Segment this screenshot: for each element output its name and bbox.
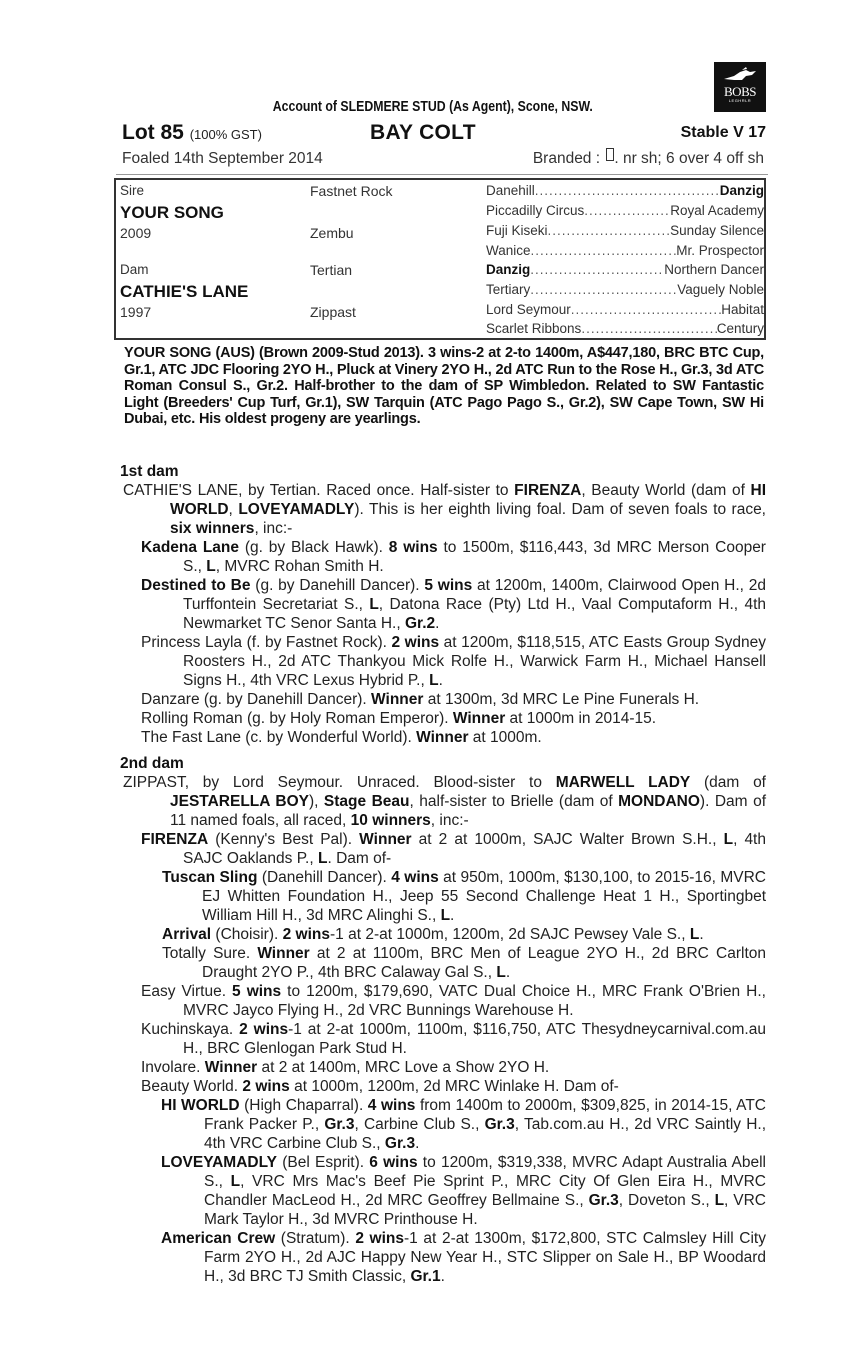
lot-line — [122, 121, 766, 147]
sire-year: 2009 — [120, 225, 152, 241]
text-run: . — [450, 907, 455, 924]
dam-summary — [120, 481, 766, 538]
text-run: . — [438, 672, 443, 689]
second-dam-section — [120, 754, 766, 1286]
emphasis-text: Winner — [359, 831, 412, 848]
ancestor-sire: Danzig — [486, 262, 531, 277]
emphasis-text: L — [429, 672, 439, 689]
text-run: Danzare — [141, 691, 200, 708]
emphasis-text: Gr.1 — [410, 1268, 441, 1285]
dam-label: Dam — [120, 262, 149, 277]
text-run: (g. by Black Hawk). — [239, 539, 389, 556]
ancestor-row — [486, 183, 764, 198]
emphasis-text: LOVEYAMADLY — [161, 1154, 277, 1171]
text-run: (Danehill Dancer). — [257, 869, 392, 886]
emphasis-text: FIRENZA — [514, 482, 582, 499]
branded-label: Branded : — [532, 150, 601, 167]
progeny-entry — [120, 690, 766, 709]
text-run: (f. by Fastnet Rock). — [242, 634, 392, 651]
emphasis-text: 5 wins — [232, 983, 282, 1000]
emphasis-text: MONDANO — [618, 793, 700, 810]
progeny-entry — [120, 538, 766, 576]
emphasis-text: 2 wins — [391, 634, 440, 651]
text-run: , Tab.com.au H., 2d VRC Saintly H., 4th VRC Carbine Club S., — [204, 1116, 766, 1152]
text-run: The Fast Lane — [141, 729, 241, 746]
text-run: to 1200m, $179,690, VATC Dual Choice H., MRC Frank O'Brien H., MVRC Jayco Flying H., 2d VRC Bunnings Warehouse H. — [183, 983, 766, 1019]
emphasis-text: Gr.3 — [384, 1135, 416, 1152]
emphasis-text: 2 wins — [282, 926, 330, 943]
sire-notes: YOUR SONG (AUS) (Brown 2009-Stud 2013). 3 wins-2 at 2-to 1400m, A$447,180, BRC BTC Cup, Gr.1, ATC JDC Flooring 2YO H., Pluck at Vinery 2YO H., 2d ATC Run to the Rose H., Gr.3, 3d ATC Roman Consul S., Gr.2. Half-brother to the dam of SP Wimbledon. Related to SW Fantastic Light (Breeders' Cup Turf, Gr.1), SW Tarquin (ATC Pago Pago S., Gr.2), SW Cape Town, SW Hi Dubai, etc. His oldest progeny are yearlings. — [124, 345, 764, 427]
progeny-entry — [120, 1058, 766, 1077]
text-run: (g. by Holy Roman Emperor). — [242, 710, 453, 727]
emphasis-text: Stage Beau — [323, 793, 410, 810]
text-run: , inc:- — [430, 812, 469, 829]
text-run: , Datona Race (Pty) Ltd H., Vaal Computaform H., 4th Newmarket TC Senor Santa H., — [183, 596, 767, 632]
emphasis-text: six winners — [170, 520, 255, 537]
text-run: at 2 at 1100m, BRC Men of League 2YO H., 2d BRC Carlton Draught 2YO P., 4th BRC Calaway Gal S., — [202, 945, 766, 981]
text-run: . — [228, 1021, 240, 1038]
ancestor-grandsire: Century — [716, 321, 764, 336]
ancestor-grandsire: Danzig — [719, 183, 764, 198]
emphasis-text: Arrival — [162, 926, 212, 943]
emphasis-text: 4 wins — [367, 1097, 416, 1114]
text-run: Beauty World — [141, 1078, 234, 1095]
emphasis-text: Gr.3 — [484, 1116, 515, 1133]
text-run: , MVRC Rohan Smith H. — [215, 558, 384, 575]
text-run: ZIPPAST, by Lord Seymour. Unraced. Blood-sister to — [123, 774, 556, 791]
ancestor-sire: Danehill — [486, 183, 535, 198]
text-run: . — [435, 615, 440, 632]
text-run: (g. by Danehill Dancer). — [199, 691, 372, 708]
ancestor-row — [486, 282, 764, 297]
ancestor-sire: Fuji Kiseki — [486, 223, 548, 238]
text-run: (dam of — [690, 774, 766, 791]
stable-location: Stable V 17 — [680, 124, 766, 141]
emphasis-text: L — [714, 1192, 725, 1209]
ancestor-sire: Lord Seymour — [486, 302, 571, 317]
ancestor-row — [486, 321, 764, 336]
progeny-entry — [120, 1020, 766, 1058]
text-run: . — [245, 945, 258, 962]
text-run: -1 at 2-at 1300m, $172,800, STC Calmsley Hill City Farm 2YO H., 2d AJC Happy New Year H., STC Slipper on Sale H., BP Woodard H., 3d BRC TJ Smith Classic, — [204, 1230, 766, 1285]
pedigree-table — [114, 178, 766, 340]
leader-dots — [531, 243, 677, 258]
first-dam-section — [120, 462, 766, 747]
text-run: Totally Sure — [162, 945, 246, 962]
text-run: at 1200m, 1400m, Clairwood Open H., 2d Turffontein Secretariat S., — [183, 577, 767, 613]
emphasis-text: L — [496, 964, 506, 981]
ancestor-grandsire: Northern Dancer — [664, 262, 764, 277]
text-run: . — [440, 1268, 445, 1285]
ancestor-row — [486, 243, 764, 258]
text-run: at 1300m, 3d MRC Le Pine Funerals H. — [423, 691, 700, 708]
progeny-entry — [120, 709, 766, 728]
ancestor-sire: Tertiary — [486, 282, 531, 297]
text-run: , 4th SAJC Oaklands P., — [183, 831, 766, 867]
text-run: , Doveton S., — [618, 1192, 715, 1209]
progeny-entry — [120, 633, 766, 690]
emphasis-text: 2 wins — [239, 1021, 289, 1038]
bobs-logo — [714, 62, 766, 112]
sire-label: Sire — [120, 183, 145, 198]
dam-name: CATHIE'S LANE — [120, 282, 249, 301]
text-run: -1 at 2-at 1000m, 1100m, $116,750, ATC Thesydneycarnival.com.au H., BRC Glenlogan Park Stud H. — [183, 1021, 766, 1057]
grand-progeny-entry — [120, 868, 766, 925]
text-run: , VRC Mark Taylor H., 3d MVRC Printhouse H. — [204, 1192, 766, 1228]
text-run: to 1500m, $116,443, 3d MRC Merson Cooper S., — [183, 539, 766, 575]
emphasis-text: HI WORLD — [161, 1097, 240, 1114]
emphasis-text: L — [440, 907, 451, 924]
sire-sire: Fastnet Rock — [310, 183, 393, 199]
emphasis-text: Gr.2 — [404, 615, 436, 632]
ancestor-sire: Wanice — [486, 243, 531, 258]
emphasis-text: 2 wins — [242, 1078, 290, 1095]
emphasis-text: JESTARELLA BOY — [170, 793, 309, 810]
sire-dam: Zembu — [310, 225, 354, 241]
text-run: at 1000m in 2014-15. — [505, 710, 657, 727]
brand-marks — [533, 150, 764, 168]
emphasis-text: American Crew — [161, 1230, 276, 1247]
text-run: at 2 at 1000m, SAJC Walter Brown S.H., — [411, 831, 724, 848]
emphasis-text: L — [369, 596, 379, 613]
emphasis-text: Winner — [204, 1059, 258, 1076]
grand-progeny-entry — [120, 1153, 766, 1229]
text-run: ), — [308, 793, 324, 810]
text-run: to 1200m, $319,338, MVRC Adapt Australia Abell S., — [204, 1154, 767, 1190]
leader-dots — [535, 183, 720, 198]
emphasis-text: Kadena Lane — [141, 539, 239, 556]
emphasis-text: 4 wins — [391, 869, 439, 886]
text-run: (Bel Esprit). — [277, 1154, 370, 1171]
dam-dam: Zippast — [310, 304, 356, 320]
text-run: -1 at 2-at 1000m, 1200m, 2d SAJC Pewsey Vale S., — [330, 926, 690, 943]
emphasis-text: Gr.3 — [588, 1192, 619, 1209]
text-run: Involare — [141, 1059, 197, 1076]
emphasis-text: Winner — [452, 710, 506, 727]
grand-progeny-entry — [120, 1096, 766, 1153]
emphasis-text: Destined to Be — [141, 577, 251, 594]
progeny-entry — [120, 982, 766, 1020]
gst-note: (100% GST) — [189, 127, 262, 142]
text-run: at 1000m. — [468, 729, 542, 746]
emphasis-text: LOVEYAMADLY — [238, 501, 355, 518]
foaled-date: Foaled 14th September 2014 — [122, 150, 323, 167]
divider — [116, 174, 768, 175]
ancestor-row — [486, 262, 764, 277]
text-run: (Choisir). — [211, 926, 283, 943]
ancestor-grandsire: Habitat — [721, 302, 764, 317]
progeny-entry — [120, 728, 766, 747]
leader-dots — [530, 262, 664, 277]
ancestor-grandsire: Vaguely Noble — [677, 282, 764, 297]
text-run: , inc:- — [254, 520, 293, 537]
vendor-account: Account of SLEDMERE STUD (As Agent), Scone, NSW. — [272, 98, 593, 115]
emphasis-text: L — [689, 926, 700, 943]
section-heading: 1st dam — [120, 463, 179, 480]
text-run: Kuchinskaya — [141, 1021, 229, 1038]
ancestor-row — [486, 223, 764, 238]
emphasis-text: 6 wins — [369, 1154, 418, 1171]
ancestor-grandsire: Sunday Silence — [670, 223, 764, 238]
text-run: ). This is her eighth living foal. Dam of seven foals to race, — [354, 501, 766, 518]
text-run: at 950m, 1000m, $130,100, to 2015-16, MVRC EJ Whitten Foundation H., Jeep 55 Second Challenge Heat 1 H., Sportingbet William Hill H., 3d MRC Alinghi S., — [202, 869, 766, 924]
emphasis-text: Gr.3 — [324, 1116, 355, 1133]
emphasis-text: MARWELL LADY — [555, 774, 691, 791]
leader-dots — [581, 321, 716, 336]
emphasis-text: Winner — [371, 691, 424, 708]
branded-value: . nr sh; 6 over 4 off sh — [614, 150, 764, 167]
text-run: (High Chaparral). — [239, 1097, 368, 1114]
grand-progeny-entry — [120, 944, 766, 982]
emphasis-text: HI WORLD — [170, 482, 767, 518]
text-run: at 1200m, $118,515, ATC Easts Group Sydney Roosters H., 2d ATC Thankyou Mick Rolfe H., Warwick Farm H., Michael Hansell Signs H., 4th VRC Lexus Hybrid P., — [183, 634, 767, 689]
emphasis-text: FIRENZA — [141, 831, 209, 848]
ancestor-sire: Scarlet Ribbons — [486, 321, 582, 336]
brand-symbol-icon — [606, 148, 614, 161]
section-heading: 2nd dam — [120, 755, 184, 772]
emphasis-text: 5 wins — [424, 577, 473, 594]
grand-progeny-entry — [120, 925, 766, 944]
text-run: . — [415, 1135, 420, 1152]
emphasis-text: L — [723, 831, 734, 848]
lot-label: Lot 85 — [122, 121, 184, 144]
emphasis-text: L — [230, 1173, 241, 1190]
emphasis-text: 10 winners — [350, 812, 431, 829]
text-run: (g. by Danehill Dancer). — [250, 577, 425, 594]
text-run: (Stratum). — [275, 1230, 356, 1247]
ancestor-row — [486, 302, 764, 317]
text-run: (Kenny's Best Pal). — [208, 831, 360, 848]
text-run: ). Dam of 11 named foals, all raced, — [170, 793, 766, 829]
text-run: . — [196, 1059, 205, 1076]
text-run: . — [505, 964, 511, 981]
sire-name: YOUR SONG — [120, 203, 224, 222]
text-run: . — [233, 1078, 243, 1095]
ancestor-sire: Piccadilly Circus — [486, 203, 585, 218]
emphasis-text: L — [317, 850, 328, 867]
progeny-entry — [120, 830, 766, 868]
text-run: Princess Layla — [141, 634, 243, 651]
ancestor-grandsire: Royal Academy — [670, 203, 764, 218]
logo-brand-text: BOBS — [724, 84, 756, 99]
progeny-entry — [120, 1077, 766, 1096]
text-run: , — [228, 501, 239, 518]
leader-dots — [530, 282, 677, 297]
emphasis-text: Tuscan Sling — [162, 869, 258, 886]
logo-subtext: LEGHRLR — [728, 98, 752, 103]
grand-progeny-entry — [120, 1229, 766, 1286]
racehorse-icon — [714, 66, 766, 86]
lot-number — [122, 121, 262, 145]
text-run: (c. by Wonderful World). — [240, 729, 417, 746]
text-run: at 2 at 1400m, MRC Love a Show 2YO H. — [257, 1059, 550, 1076]
text-run: Rolling Roman — [141, 710, 243, 727]
leader-dots — [548, 223, 671, 238]
text-run: Easy Virtue — [141, 983, 222, 1000]
text-run: . Dam of- — [327, 850, 392, 867]
text-run: , Beauty World (dam of — [581, 482, 751, 499]
leader-dots — [571, 302, 721, 317]
leader-dots — [584, 203, 670, 218]
dam-summary — [120, 773, 766, 830]
dam-sire: Tertian — [310, 262, 353, 278]
horse-description: BAY COLT — [370, 121, 476, 144]
text-run: from 1400m to 2000m, $309,825, in 2014-15, ATC Frank Packer P., — [204, 1097, 766, 1133]
emphasis-text: L — [206, 558, 216, 575]
text-run: . — [221, 983, 233, 1000]
text-run: , half-sister to Brielle (dam of — [409, 793, 619, 810]
text-run: , VRC Mrs Mac's Beef Pie Sprint P., MRC City Of Glen Eira H., MVRC Chandler MacLeod H., 2d MRC Geoffrey Bellmaine S., — [204, 1173, 766, 1209]
ancestor-row — [486, 203, 764, 218]
emphasis-text: 8 wins — [388, 539, 438, 556]
progeny-entry — [120, 576, 766, 633]
emphasis-text: Winner — [257, 945, 310, 962]
dam-year: 1997 — [120, 304, 152, 320]
text-run: , Carbine Club S., — [354, 1116, 485, 1133]
ancestor-grandsire: Mr. Prospector — [676, 243, 764, 258]
text-run: CATHIE'S LANE, by Tertian. Raced once. Half-sister to — [123, 482, 515, 499]
text-run: at 1000m, 1200m, 2d MRC Winlake H. Dam of- — [289, 1078, 619, 1095]
emphasis-text: Winner — [416, 729, 469, 746]
text-run: . — [699, 926, 704, 943]
emphasis-text: 2 wins — [355, 1230, 405, 1247]
